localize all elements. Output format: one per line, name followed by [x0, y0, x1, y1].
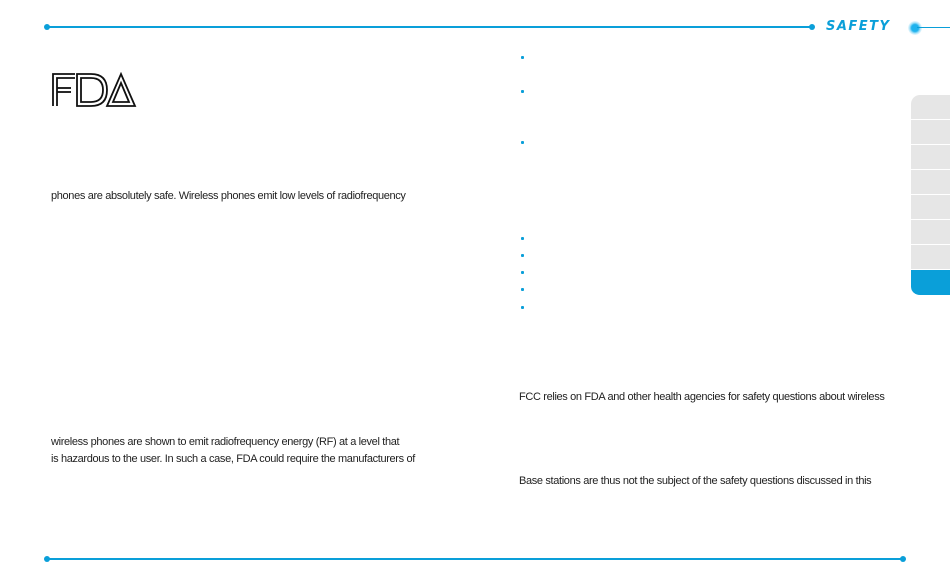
bullet-marker	[521, 56, 524, 59]
chapter-tab[interactable]	[911, 195, 950, 220]
bullet-marker	[521, 306, 524, 309]
chapter-tab-safety-active[interactable]	[911, 270, 950, 296]
top-rule	[47, 26, 813, 28]
chapter-tab[interactable]	[911, 245, 950, 270]
left-paragraph-line-3: is hazardous to the user. In such a case, FDA could require the manufacturers of	[51, 453, 415, 465]
bullet-marker	[521, 237, 524, 240]
bullet-marker	[521, 90, 524, 93]
left-paragraph-line-2: wireless phones are shown to emit radiofrequency energy (RF) at a level that	[51, 436, 400, 448]
bullet-marker	[521, 254, 524, 257]
chapter-tabs	[911, 95, 950, 296]
chapter-tab[interactable]	[911, 95, 950, 120]
bottom-rule-right-dot	[900, 556, 906, 562]
bullet-marker	[521, 141, 524, 144]
right-paragraph-line-2: Base stations are thus not the subject of the safety questions discussed in this	[519, 475, 872, 487]
top-rule-tail	[917, 27, 950, 28]
fda-logo	[51, 72, 137, 108]
left-paragraph-line-1: phones are absolutely safe. Wireless phones emit low levels of radiofrequency	[51, 190, 406, 202]
top-rule-right-dot	[809, 24, 815, 30]
bullet-marker	[521, 271, 524, 274]
bullet-marker	[521, 288, 524, 291]
bottom-rule	[47, 558, 903, 560]
right-paragraph-line-1: FCC relies on FDA and other health agencies for safety questions about wireless	[519, 391, 885, 403]
chapter-tab[interactable]	[911, 170, 950, 195]
chapter-tab[interactable]	[911, 120, 950, 145]
section-title: SAFETY	[826, 19, 891, 34]
chapter-tab[interactable]	[911, 145, 950, 170]
chapter-tab[interactable]	[911, 220, 950, 245]
section-glow-dot	[908, 21, 922, 35]
